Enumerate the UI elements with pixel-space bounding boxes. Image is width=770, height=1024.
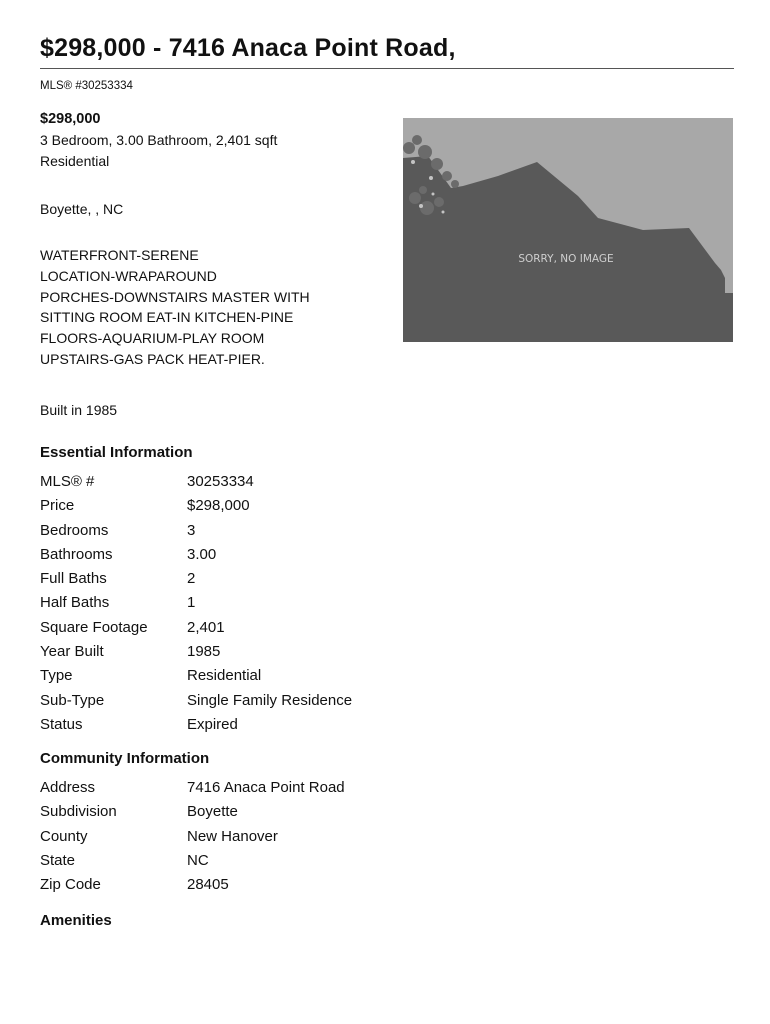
table-row — [40, 616, 352, 640]
row-label: Full Baths — [40, 570, 107, 588]
row-label: State — [40, 851, 76, 869]
row-value: Single Family Residence — [187, 691, 353, 709]
row-value: Boyette — [187, 803, 238, 821]
description-line: WATERFRONT-SERENE — [40, 247, 199, 263]
row-value: Residential — [187, 667, 262, 685]
row-label: Year Built — [40, 643, 104, 661]
no-image-label: SORRY, NO IMAGE — [518, 253, 614, 265]
row-value: 1985 — [187, 643, 221, 661]
listing-photo-placeholder — [403, 118, 733, 342]
row-label: MLS® # — [40, 473, 95, 490]
row-value: 3 — [187, 521, 196, 539]
row-label: Address — [40, 779, 96, 796]
table-row — [40, 543, 352, 567]
mls-number-line: MLS® #30253334 — [40, 80, 133, 92]
page-title: $298,000 - 7416 Anaca Point Road, — [40, 34, 456, 62]
table-row — [40, 470, 352, 494]
table-row — [40, 494, 352, 518]
listing-price: $298,000 — [40, 111, 101, 127]
house-silhouette-image — [403, 118, 733, 342]
community-info-table — [40, 776, 345, 897]
description-line: UPSTAIRS-GAS PACK HEAT-PIER. — [40, 350, 265, 367]
listing-specs: 3 Bedroom, 3.00 Bathroom, 2,401 sqft — [40, 132, 278, 148]
row-label: Zip Code — [40, 876, 101, 894]
title-divider — [40, 68, 734, 69]
row-value: $298,000 — [187, 497, 250, 515]
description-line: PORCHES-DOWNSTAIRS MASTER WITH — [40, 288, 310, 305]
row-value: 1 — [187, 594, 196, 612]
row-value: 30253334 — [187, 473, 254, 490]
community-info-heading: Community Information — [40, 750, 210, 767]
row-label: Status — [40, 715, 83, 733]
row-label: County — [40, 827, 88, 845]
row-label: Price — [40, 497, 75, 515]
description-line: FLOORS-AQUARIUM-PLAY ROOM — [40, 330, 265, 347]
essential-info-table — [40, 470, 352, 737]
amenities-heading: Amenities — [40, 912, 112, 929]
row-label: Subdivision — [40, 803, 117, 821]
row-value: 3.00 — [187, 545, 217, 563]
table-row — [40, 640, 352, 664]
row-value: 2,401 — [187, 618, 225, 636]
row-label: Bathrooms — [40, 545, 113, 563]
table-row — [40, 664, 352, 688]
row-value: Expired — [187, 715, 238, 733]
table-row — [40, 825, 345, 849]
row-label: Type — [40, 667, 73, 685]
row-value: 28405 — [187, 876, 229, 894]
listing-description — [40, 245, 370, 370]
row-value: NC — [187, 851, 209, 869]
table-row — [40, 519, 352, 543]
table-row — [40, 567, 352, 591]
row-label: Bedrooms — [40, 521, 109, 539]
description-line: LOCATION-WRAPAROUND — [40, 267, 217, 284]
description-line: SITTING ROOM EAT-IN KITCHEN-PINE — [40, 309, 294, 326]
table-row — [40, 776, 345, 800]
row-label: Sub-Type — [40, 691, 105, 709]
listing-location: Boyette, , NC — [40, 201, 124, 217]
row-value: New Hanover — [187, 827, 278, 845]
table-row — [40, 800, 345, 824]
row-label: Square Footage — [40, 618, 148, 636]
table-row — [40, 591, 352, 615]
row-label: Half Baths — [40, 594, 110, 612]
table-row — [40, 849, 345, 873]
listing-summary — [40, 109, 277, 172]
row-value: 7416 Anaca Point Road — [187, 779, 345, 796]
essential-info-heading: Essential Information — [40, 444, 193, 461]
listing-type: Residential — [40, 153, 110, 169]
table-row — [40, 689, 352, 713]
table-row — [40, 713, 352, 737]
row-value: 2 — [187, 570, 196, 588]
year-built-line: Built in 1985 — [40, 402, 118, 418]
table-row — [40, 873, 345, 897]
